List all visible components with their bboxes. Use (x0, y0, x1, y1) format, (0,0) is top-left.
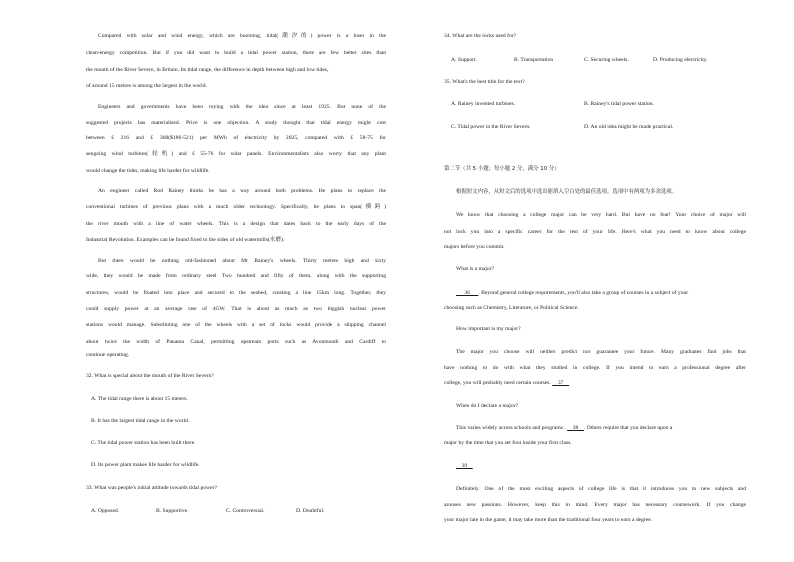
question-32-option-c[interactable]: C. The tidal power station has been built there. (91, 440, 196, 446)
blank-36-text: . Beyond general college requirements, you'll also take a group of courses in a subject of your (478, 290, 689, 296)
passage-line: Engineers and governments have been toying with the idea since at least 1925. But none of the (98, 104, 386, 110)
p38-start: This varies widely across schools and programs . (456, 425, 566, 431)
passage-line: Industrial Revolution. Examples can be found fixed to the sides of old watermills(水磨). (86, 237, 285, 243)
passage-line: But there would be nothing old-fashioned about Mr Rainey's wheels. Thirty metres high and sixty (98, 258, 386, 264)
passage-line (456, 463, 473, 470)
blank-37[interactable]: 37 (552, 380, 570, 386)
question-33-option-d[interactable]: D. Doubtful. (296, 508, 325, 514)
passage-line: about twice the width of Panama Canal, permitting upstream ports such as Avonmouth and Cardiff to (86, 339, 386, 345)
question-35-option-c[interactable]: C. Tidal power in the River Severn. (451, 124, 531, 130)
question-35-option-b[interactable]: B. Rainey's tidal power station. (584, 101, 654, 107)
question-34-option-a[interactable]: A. Support. (451, 57, 477, 63)
passage-line: of around 15 metres is among the largest in the world. (86, 83, 207, 89)
passage-line: choosing such as Chemistry, Literature, or Political Science. (444, 305, 579, 311)
passage-line: have nothing to do with what they studied in college. If you intend to earn a professional degree after (444, 365, 746, 371)
blank-36[interactable]: 36 (456, 290, 479, 296)
passage-line: An engineer called Rod Rainey thinks he has a way around both problems. He plans to replace the (98, 188, 386, 194)
blank-39[interactable]: 39 (456, 463, 473, 469)
passage-line: clean-energy competition. But if you did want to build a tidal power station, there are few better sites than (86, 50, 386, 56)
question-35-option-a[interactable]: A. Rainey invented turbines. (451, 101, 516, 107)
blank-38[interactable]: 38 (567, 425, 584, 431)
question-34-option-d[interactable]: D. Producing electricity. (653, 57, 708, 63)
question-33-option-b[interactable]: B. Supportive. (156, 508, 189, 514)
question-32-option-d[interactable]: D. Its power plant makes life harder for wildlife. (91, 462, 200, 468)
passage-line: wide, they would be made from ordinary steel Two hundred and fifty of them, along with the supporting (86, 273, 386, 279)
passage-line: between £ 216 and £ 368($186-521) per MWh of electricity by 2025, compared with £ 58-75 for (86, 135, 386, 141)
passage-line (444, 380, 569, 387)
passage-line: sengoing wind turbines(轮机) and £ 55-76 for solar panels. Environmentalists also worry that any plant (86, 151, 386, 157)
p37-line3: college, you will probably need certain courses. (444, 380, 551, 386)
passage-line: Compared with solar and wind energy, which are booming, tidal(潮汐的) power is a loser in the (98, 33, 386, 39)
passage-line: not lock you into a specific career for the rest of your life. Here's what you need to know about college (444, 229, 746, 235)
passage-line: Definitely. One of the most exciting aspects of college life is that it introduces you to new subjects and (456, 486, 746, 492)
passage-line: could supply power at an average rate of 4GW. That is about as much as two biggish nuclear power (86, 306, 386, 312)
subheading-what-is-major: What is a major? (456, 266, 495, 272)
passage-line: major by the time that you set foot inside your first class. (444, 440, 572, 446)
subheading-how-important: How important is my major? (456, 326, 521, 332)
question-34-stem: 34. What are the locks used for? (444, 33, 517, 39)
passage-line: the mouth of the River Severn, in Britain. Its tidal range, the difference in depth between high and low tides, (86, 67, 329, 73)
question-32-option-a[interactable]: A. The tidal range there is about 15 meters. (91, 396, 188, 402)
question-34-option-b[interactable]: B. Transportation (514, 57, 554, 63)
passage-line: The major you choose will neither predict nor guarantee your future. Many graduates find jobs that (456, 349, 746, 355)
passage-line: continue operating. (86, 352, 130, 358)
passage-line: majors before you commit. (444, 244, 505, 250)
question-33-option-a[interactable]: A. Opposed. (91, 508, 120, 514)
question-34-option-c[interactable]: C. Securing wheels. (584, 57, 629, 63)
question-32-option-b[interactable]: B. It has the largest tidal range in the world. (91, 418, 190, 424)
passage-line: the river mouth with a line of water wheels. This is a design that dates back to the early days of the (86, 221, 386, 227)
subheading-when-declare: When do I declare a major? (456, 403, 518, 409)
passage-line: We know that choosing a college major can be very hard. But have no fear! Your choice of major will (456, 212, 746, 218)
passage-line (456, 290, 688, 297)
section-title: 第二节（共 5 小题；每小题 2 分，满分 10 分） (444, 166, 560, 172)
passage-line: arouses new passions. However, keep this in mind. Every major has necessary coursework. If you change (444, 502, 746, 508)
question-32-stem: 32. What is special about the mouth of the River Severn? (86, 373, 214, 379)
question-35-option-d[interactable]: D. An old idea might be made practical. (584, 124, 674, 130)
passage-line: would change the tides, making life harder for wildlife. (86, 168, 210, 174)
question-35-stem: 35. What's the best title for the text? (444, 79, 525, 85)
section-instruction: 根据短文内容，从短文后的选项中选出能填入空白处的最佳选项。选项中有两项为多余选项。 (456, 189, 678, 195)
passage-line: conventional turbines of previous plans with a much older technology. Specifically, he plans to span(横跨) (86, 204, 386, 210)
p38-end: . Others require that you declare upon a (583, 425, 673, 431)
question-33-stem: 33. What was people's initial attitude towards tidal power? (86, 485, 217, 491)
passage-line: suggested projects has materialised. Price is one objection. A study thought that tidal energy might cost (86, 120, 386, 126)
passage-line: structures, would be floated into place and secured to the seabed, creating a line 15km long. Together, they (86, 290, 386, 296)
passage-line (456, 425, 672, 432)
passage-line: your major late in the game, it may take more than the traditional four years to earn a degree. (444, 517, 653, 523)
passage-line: stations would manage. Substituting one of the wheels with a set of locks would provide a shipping channel (86, 322, 386, 328)
question-33-option-c[interactable]: C. Controversial. (226, 508, 265, 514)
